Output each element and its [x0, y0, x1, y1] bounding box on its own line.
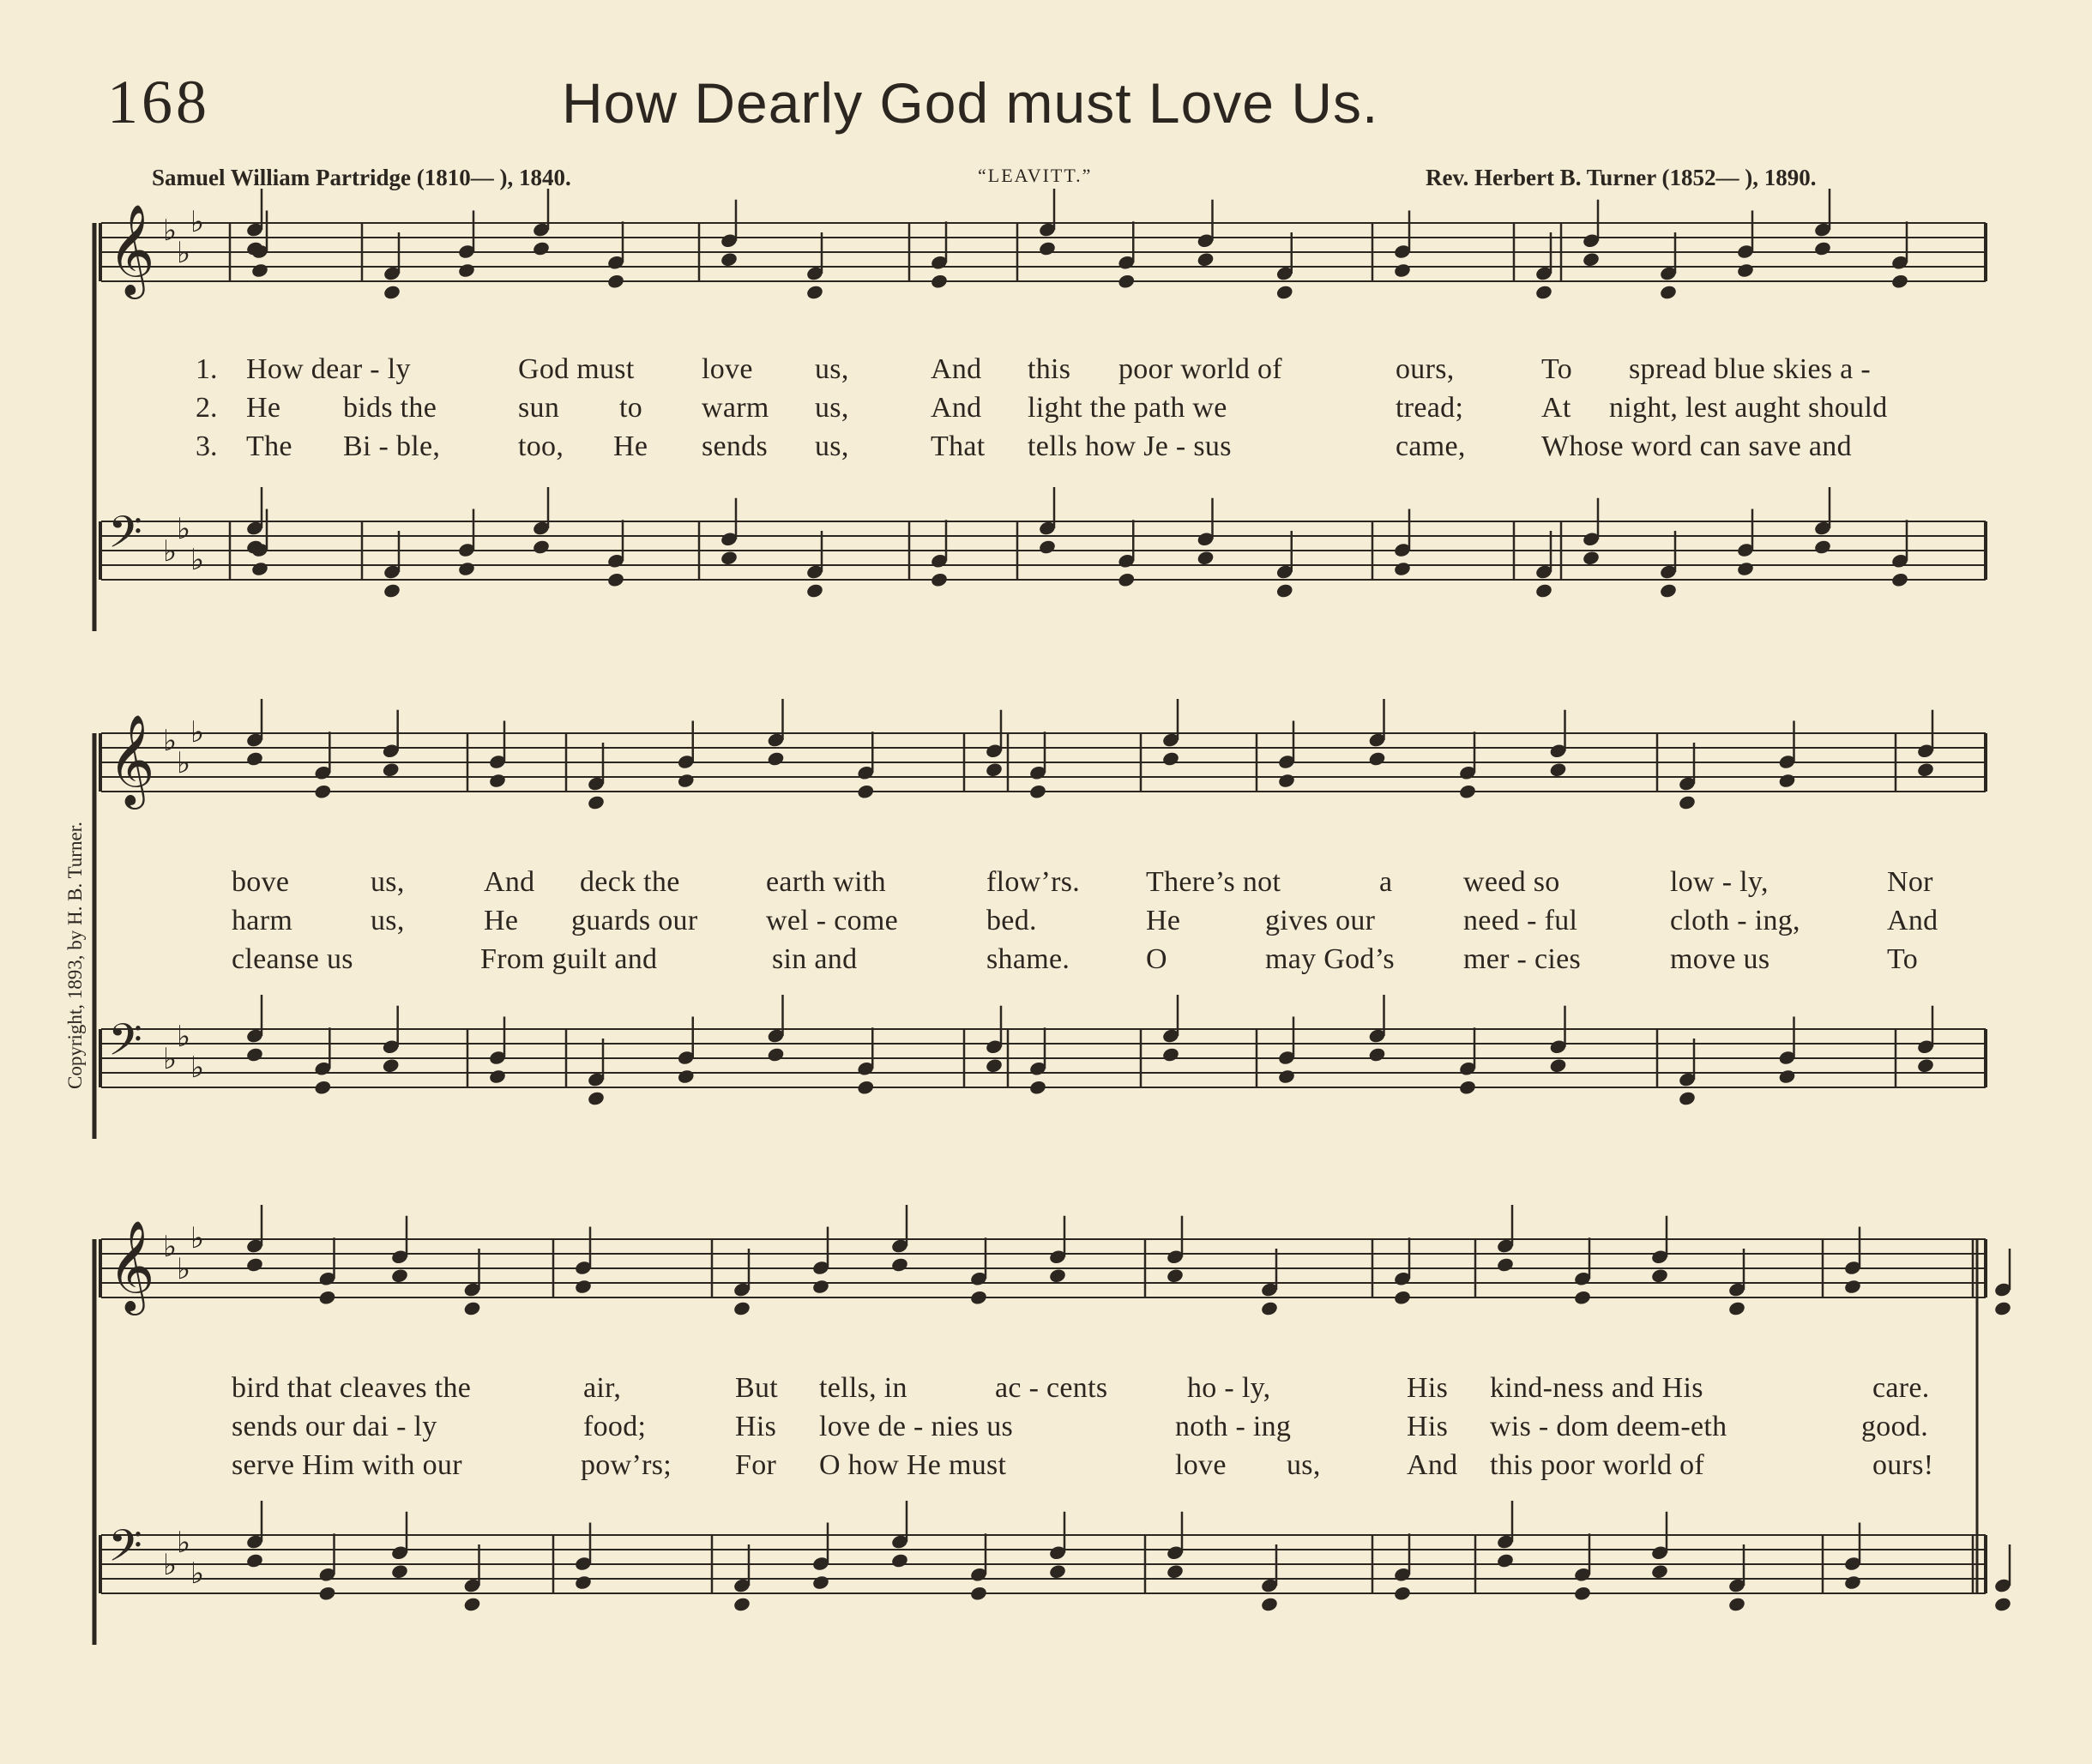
note-head [1582, 251, 1601, 268]
lyric: Bi - ble, [343, 430, 441, 462]
note-head [1161, 750, 1180, 767]
note-head [250, 561, 269, 577]
flat-icon: ♭ [190, 1221, 205, 1255]
lyric: tells, in [819, 1372, 907, 1404]
lyric: O how He must [819, 1449, 1007, 1481]
note-head [245, 750, 264, 767]
lyric: At [1541, 392, 1571, 424]
note-head [677, 773, 696, 789]
hymn-number: 168 [107, 68, 210, 136]
bass-clef-icon: 𝄢 [108, 506, 142, 569]
note-head [1458, 784, 1477, 800]
lyric: bids the [343, 392, 437, 424]
note-head [811, 1574, 830, 1591]
note-head [805, 284, 824, 300]
note-head [1573, 1290, 1592, 1306]
lyric: good. [1861, 1411, 1928, 1442]
lyric: To [1541, 353, 1572, 385]
note-head [250, 262, 269, 279]
lyric: How dear - ly [246, 353, 411, 385]
note-head [606, 274, 625, 290]
lyric: low - ly, [1670, 866, 1769, 898]
note-head [1573, 1586, 1592, 1602]
note-head [890, 1552, 909, 1568]
lyric: He [246, 392, 281, 424]
note-head [245, 1552, 264, 1568]
note-head [985, 1057, 1004, 1074]
flat-icon: ♭ [177, 512, 191, 546]
lyric: ac - cents [995, 1372, 1108, 1404]
lyric: bird that cleaves the [232, 1372, 472, 1404]
lyric: pow’rs; [581, 1449, 672, 1481]
lyric: cleanse us [232, 943, 353, 975]
lyric: wel - come [766, 905, 899, 936]
note-head [1727, 1300, 1746, 1316]
lyric: food; [583, 1411, 647, 1442]
lyric: His [735, 1411, 777, 1442]
note-head [1993, 1300, 2012, 1316]
note-head [532, 539, 551, 555]
lyric: us, [815, 392, 849, 424]
verse-number: 1. [196, 353, 218, 385]
note-head [1736, 561, 1755, 577]
lyric: poor world of [1118, 353, 1282, 385]
flat-icon: ♭ [163, 1042, 178, 1076]
lyric: He [1146, 905, 1181, 936]
note-head [1727, 1596, 1746, 1612]
note-head [930, 572, 949, 588]
lyric: And [931, 392, 982, 424]
note-head [969, 1586, 988, 1602]
note-head [1843, 1279, 1862, 1295]
lyric: tread; [1396, 392, 1464, 424]
note-head [733, 1596, 751, 1612]
note-head [1038, 539, 1057, 555]
lyric: bed. [986, 905, 1037, 936]
note-head [1993, 1596, 2012, 1612]
lyric: may God’s [1265, 943, 1395, 975]
note-head [1048, 1267, 1067, 1284]
note-head [532, 240, 551, 256]
note-head [318, 1290, 337, 1306]
note-head [463, 1596, 482, 1612]
note-head [856, 1080, 875, 1096]
lyric: care. [1872, 1372, 1930, 1404]
flat-icon: ♭ [190, 1051, 205, 1085]
lyric: light the path we [1028, 392, 1227, 424]
note-head [1650, 1563, 1669, 1580]
note-head [1736, 262, 1755, 279]
lyric: mer - cies [1463, 943, 1582, 975]
note-head [720, 251, 739, 268]
note-head [488, 773, 507, 789]
lyric: But [735, 1372, 779, 1404]
lyric: That [931, 430, 986, 462]
lyric: cloth - ing, [1670, 905, 1800, 936]
note-head [1549, 1057, 1568, 1074]
lyric: to [619, 392, 643, 424]
lyric: bove [232, 866, 290, 898]
note-head [1166, 1563, 1185, 1580]
note-head [1028, 784, 1047, 800]
note-head [677, 1069, 696, 1085]
note-head [587, 794, 606, 810]
note-head [390, 1267, 409, 1284]
lyric: Whose word can save and [1541, 430, 1852, 462]
bass-clef-icon: 𝄢 [108, 1014, 142, 1076]
lyric: noth - ing [1175, 1411, 1292, 1442]
lyric: warm [702, 392, 769, 424]
verse-number: 2. [196, 392, 218, 424]
note-head [1549, 762, 1568, 778]
note-head [313, 1080, 332, 1096]
note-head [1843, 1574, 1862, 1591]
flat-icon: ♭ [190, 1556, 205, 1591]
lyric: To [1887, 943, 1918, 975]
bass-clef-icon: 𝄢 [108, 1520, 142, 1582]
tune-name: “LEAVITT.” [978, 165, 1093, 186]
lyric: From guilt and [480, 943, 658, 975]
note-head [1166, 1267, 1185, 1284]
lyric: O [1146, 943, 1167, 975]
note-head [382, 1057, 401, 1074]
note-head [245, 1256, 264, 1273]
lyric: air, [583, 1372, 622, 1404]
note-head [1197, 550, 1215, 566]
flat-icon: ♭ [190, 205, 205, 239]
lyric: And [931, 353, 982, 385]
lyric: Nor [1887, 866, 1933, 898]
note-head [606, 572, 625, 588]
lyric: weed so [1463, 866, 1560, 898]
lyric: tells how Je - sus [1028, 430, 1232, 462]
note-head [1275, 582, 1294, 599]
lyric: kind-ness and His [1490, 1372, 1703, 1404]
lyric: spread blue skies a - [1629, 353, 1871, 385]
note-head [1277, 773, 1296, 789]
note-head [1260, 1596, 1279, 1612]
lyric: gives our [1265, 905, 1376, 936]
lyric: And [1887, 905, 1938, 936]
note-head [1778, 773, 1797, 789]
lyric: love [702, 353, 753, 385]
flat-icon: ♭ [177, 1526, 191, 1560]
note-head [383, 284, 401, 300]
note-head [318, 1586, 337, 1602]
note-head [985, 762, 1004, 778]
lyric: earth with [766, 866, 886, 898]
author-credit: Rev. Herbert B. Turner (1852— ), 1890. [1426, 165, 1817, 190]
lyric: sends [702, 430, 769, 462]
note-head [1368, 750, 1387, 767]
treble-clef-icon: 𝄞 [108, 1219, 155, 1311]
lyric: wis - dom deem-eth [1490, 1411, 1727, 1442]
flat-icon: ♭ [163, 724, 178, 758]
flat-icon: ♭ [163, 534, 178, 569]
lyric: ho - ly, [1187, 1372, 1271, 1404]
note-head [1778, 1069, 1797, 1085]
lyric: And [484, 866, 535, 898]
note-head [457, 262, 476, 279]
note-head [767, 1046, 786, 1063]
lyric: His [1407, 1372, 1449, 1404]
note-head [574, 1574, 593, 1591]
note-head [383, 582, 401, 599]
note-head [313, 784, 332, 800]
note-head [574, 1279, 593, 1295]
note-head [1678, 1090, 1697, 1106]
note-head [1393, 1290, 1412, 1306]
note-head [1038, 240, 1057, 256]
treble-clef-icon: 𝄞 [108, 713, 155, 805]
lyric: love [1175, 1449, 1227, 1481]
lyric: For [735, 1449, 777, 1481]
note-head [1458, 1080, 1477, 1096]
lyric: move us [1670, 943, 1770, 975]
lyric: this poor world of [1490, 1449, 1704, 1481]
lyric: deck the [580, 866, 680, 898]
note-head [1534, 284, 1553, 300]
note-head [1393, 262, 1412, 279]
note-head [1393, 561, 1412, 577]
lyric: His [1407, 1411, 1449, 1442]
note-head [1161, 1046, 1180, 1063]
lyric: came, [1396, 430, 1466, 462]
flat-icon: ♭ [190, 715, 205, 750]
note-head [1260, 1300, 1279, 1316]
lyric: a [1379, 866, 1393, 898]
lyric: ours! [1872, 1449, 1934, 1481]
note-head [890, 1256, 909, 1273]
note-head [1678, 794, 1697, 810]
lyric: this [1028, 353, 1071, 385]
flat-icon: ♭ [177, 746, 191, 780]
note-head [1534, 582, 1553, 599]
note-head [1659, 284, 1678, 300]
lyric: guards our [571, 905, 698, 936]
note-head [245, 1046, 264, 1063]
lyric: He [484, 905, 519, 936]
lyric: And [1407, 1449, 1458, 1481]
lyric: sun [518, 392, 560, 424]
note-head [1916, 762, 1935, 778]
lyric: The [246, 430, 292, 462]
lyric: us, [371, 866, 405, 898]
lyric: night, lest aught should [1609, 392, 1888, 424]
lyric: us, [815, 430, 849, 462]
note-head [1496, 1552, 1515, 1568]
note-head [1117, 274, 1136, 290]
verse-number: 3. [196, 430, 218, 462]
note-head [1659, 582, 1678, 599]
note-head [1028, 1080, 1047, 1096]
note-head [390, 1563, 409, 1580]
lyric: harm [232, 905, 293, 936]
note-head [587, 1090, 606, 1106]
lyric: us, [371, 905, 405, 936]
note-head [1582, 550, 1601, 566]
lyric: us, [1287, 1449, 1321, 1481]
hymn-title: How Dearly God must Love Us. [562, 71, 1379, 135]
lyric: God must [518, 353, 635, 385]
note-head [488, 1069, 507, 1085]
note-head [1890, 572, 1909, 588]
flat-icon: ♭ [177, 236, 191, 270]
note-head [1890, 274, 1909, 290]
note-head [1197, 251, 1215, 268]
note-head [1117, 572, 1136, 588]
lyric: need - ful [1463, 905, 1578, 936]
note-head [720, 550, 739, 566]
flat-icon: ♭ [163, 214, 178, 248]
note-head [767, 750, 786, 767]
lyric: too, [518, 430, 564, 462]
note-head [1275, 284, 1294, 300]
lyric: sin and [772, 943, 858, 975]
copyright-notice: Copyright, 1893, by H. B. Turner. [64, 822, 86, 1089]
note-head [856, 784, 875, 800]
note-head [969, 1290, 988, 1306]
note-head [1048, 1563, 1067, 1580]
note-head [805, 582, 824, 599]
lyric: sends our dai - ly [232, 1411, 437, 1442]
note-head [1368, 1046, 1387, 1063]
treble-clef-icon: 𝄞 [108, 203, 155, 295]
lyric: flow’rs. [986, 866, 1081, 898]
note-head [1496, 1256, 1515, 1273]
note-head [457, 561, 476, 577]
flat-icon: ♭ [177, 1020, 191, 1054]
note-head [382, 762, 401, 778]
lyric: There’s not [1146, 866, 1281, 898]
note-head [733, 1300, 751, 1316]
note-head [811, 1279, 830, 1295]
lyric: us, [815, 353, 849, 385]
note-head [1916, 1057, 1935, 1074]
note-head [1813, 240, 1832, 256]
flat-icon: ♭ [190, 543, 205, 577]
flat-icon: ♭ [163, 1230, 178, 1264]
lyric: ours, [1396, 353, 1455, 385]
note-head [1277, 1069, 1296, 1085]
lyric: serve Him with our [232, 1449, 462, 1481]
flat-icon: ♭ [163, 1548, 178, 1582]
lyric: love de - nies us [819, 1411, 1014, 1442]
lyric: He [613, 430, 648, 462]
composer-credit: Samuel William Partridge (1810— ), 1840. [152, 165, 571, 190]
flat-icon: ♭ [177, 1252, 191, 1286]
note-head [463, 1300, 482, 1316]
note-head [1393, 1586, 1412, 1602]
note-head [930, 274, 949, 290]
note-head [1813, 539, 1832, 555]
note-head [1650, 1267, 1669, 1284]
lyric: shame. [986, 943, 1070, 975]
